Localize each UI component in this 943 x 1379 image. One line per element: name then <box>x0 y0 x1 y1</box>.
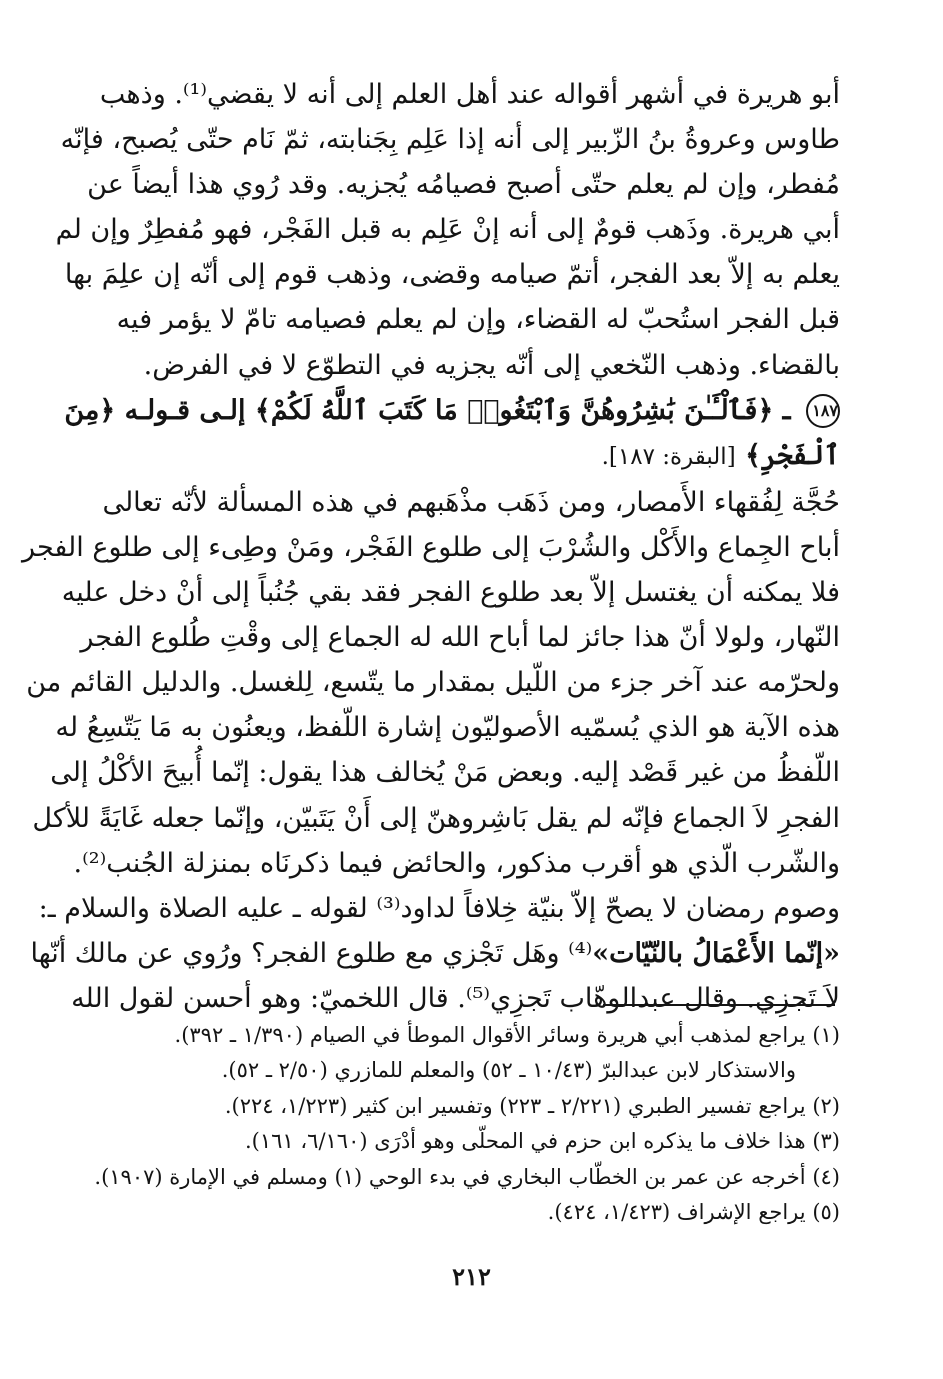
text-line: أبي هريرة. وذَهب قومٌ إلى أنه إنْ عَلِم به قبل الفَجْر، فهو مُفطِرٌ وإن لم <box>55 214 840 246</box>
text-line: قبل الفجر استُحبّ له القضاء، وإن لم يعلم فصيامه تامّ لا يؤمر فيه <box>116 304 840 336</box>
footnote-text: يراجع لمذهب أبي هريرة وسائر الأقوال الموطأ في الصيام (١/٣٩٠ ـ ٣٩٢). <box>174 1023 806 1047</box>
page-number: ٢١٢ <box>452 1262 491 1291</box>
verse-heading <box>64 388 840 433</box>
text-line: النّهار، ولولا أنّ هذا جائز لما أباح الله له الجماع إلى وقْتِ طُلوع الفجر <box>80 622 840 654</box>
text-line: الفجرِ لاَ الجماع فإنّه لم يقل بَاشِروهنّ إلى أَنْ يَتَبيّن، وإنّما جعله غَايَةً للأكل <box>32 802 840 834</box>
page-content <box>22 72 840 1021</box>
footnote-text: يراجع الإشراف (١/٤٢٣، ٤٢٤). <box>547 1200 806 1225</box>
text-line: والشّرب الّذي هو أقرب مذكور، والحائض فيما ذكرنَاه بمنزلة الجُنب⁽²⁾. <box>73 847 840 879</box>
footnote-text: هذا خلاف ما يذكره ابن حزم في المحلّى وهو أدْرَى (٦/١٦٠، ١٦١). <box>245 1129 806 1154</box>
footnote-1 <box>90 1018 840 1053</box>
text-line: أباح الجِماع والأَكْل والشُرْبَ إلى طلوع الفَجْر، ومَنْ وطِىء إلى طلوع الفجر <box>22 531 840 563</box>
footnote-marker: (١) <box>812 1023 840 1047</box>
main-text <box>22 72 840 1021</box>
footnote-1-continuation: والاستذكار لابن عبدالبرّ (١٠/٤٣ ـ ٥٢) والمعلم للمازري (٢/٥٠ ـ ٥٢). <box>221 1058 796 1083</box>
text-line: ولحرّمه عند آخر جزء من اللّيل بمقدار ما يتّسع، لِلغسل. والدليل القائم من <box>26 667 840 699</box>
verse-reference: [البقرة: ١٨٧]. <box>601 443 736 470</box>
footnotes <box>90 1018 840 1230</box>
footnote-3 <box>90 1124 840 1159</box>
text-line-hadith <box>30 931 840 976</box>
verse-text: ـ ﴿فَٱلْـَٔـٰنَ بَٰشِرُوهُنَّ وَٱبْتَغُوا۟ مَا كَتَبَ ٱللَّهُ لَكُمْ﴾ إلـى قـولـه ﴿مِنَ <box>64 394 791 426</box>
verse-heading-continued <box>90 433 840 480</box>
text-line: اللّفظُ من غير قَصْد إليه. وبعض مَنْ يُخالف هذا يقول: إنّما أُبيحَ الأكْلُ إلى <box>50 757 840 789</box>
footnote-marker: (٣) <box>812 1129 840 1154</box>
text-line: لاَ تَجزِي. وقال عبدالوهّاب تَجزِي⁽⁵⁾. قال اللخميّ: وهو أحسن لقول الله <box>71 982 840 1014</box>
verse-number-badge: ١٨٧ <box>806 394 840 428</box>
hadith-quote: «إنّما الأَعْمَالُ بالنّيّات» <box>592 937 840 969</box>
footnote-text: أخرجه عن عمر بن الخطّاب البخاري في بدء الوحي (١) ومسلم في الإمارة (١٩٠٧). <box>94 1164 806 1189</box>
text-line: يعلم به إلاّ بعد الفجر، أتمّ صيامه وقضى، وذهب قوم إلى أنّه إن علِمَ بها <box>64 259 840 291</box>
text-line: طاوس وعروةُ بنُ الزّبير إلى أنه إذا عَلِم بِجَنابته، ثمّ نَام حتّى يُصبح، فإنّه <box>60 124 840 156</box>
hadith-line-rest: ⁽⁴⁾ وهَل تَجْزي مع طلوع الفجر؟ ورُوي عن مالك أنّها <box>30 937 593 969</box>
footnote-4 <box>90 1160 840 1195</box>
footnote-separator <box>603 1004 835 1006</box>
text-line: بالقضاء. وذهب النّخعي إلى أنّه يجزيه في التطوّع لا في الفرض. <box>143 349 840 381</box>
footnote-2 <box>90 1089 840 1124</box>
footnote-5 <box>90 1195 840 1230</box>
footnote-text: يراجع تفسير الطبري (٢/٢٢١ ـ ٢٢٣) وتفسير ابن كثير (١/٢٢٣، ٢٢٤). <box>224 1093 806 1118</box>
text-line: مُفطر، وإن لم يعلم حتّى أصبح فصيامُه يُجزيه. وقد رُوي هذا أيضاً عن <box>87 169 840 201</box>
text-line: هذه الآية هو الذي يُسمّيه الأصوليّون إشارة اللّفظ، ويعنُون به مَا يَتّسِعُ له <box>55 712 840 744</box>
verse-text-end: ٱلْفَجْرِ﴾ <box>745 439 840 471</box>
text-line: حُجَّة لِفُقهاء الأَمصار، ومن ذَهَب مذْهَبهم في هذه المسألة لأنّه تعالى <box>102 486 840 518</box>
footnote-marker: (٥) <box>812 1200 840 1225</box>
text-line: أبو هريرة في أشهر أقواله عند أهل العلم إلى أنه لا يقضي⁽¹⁾. وذهب <box>99 79 840 110</box>
text-line: وصوم رمضان لا يصحّ إلاّ بنيّة خِلافاً لداود⁽³⁾ لقوله ـ عليه الصلاة والسلام ـ: <box>38 892 840 924</box>
text-line: فلا يمكنه أن يغتسل إلاّ بعد طلوع الفجر فقد بقي جُنُباً إلى أنْ دخل عليه <box>61 577 840 609</box>
footnote-marker: (٢) <box>812 1093 840 1118</box>
footnote-marker: (٤) <box>812 1164 840 1189</box>
